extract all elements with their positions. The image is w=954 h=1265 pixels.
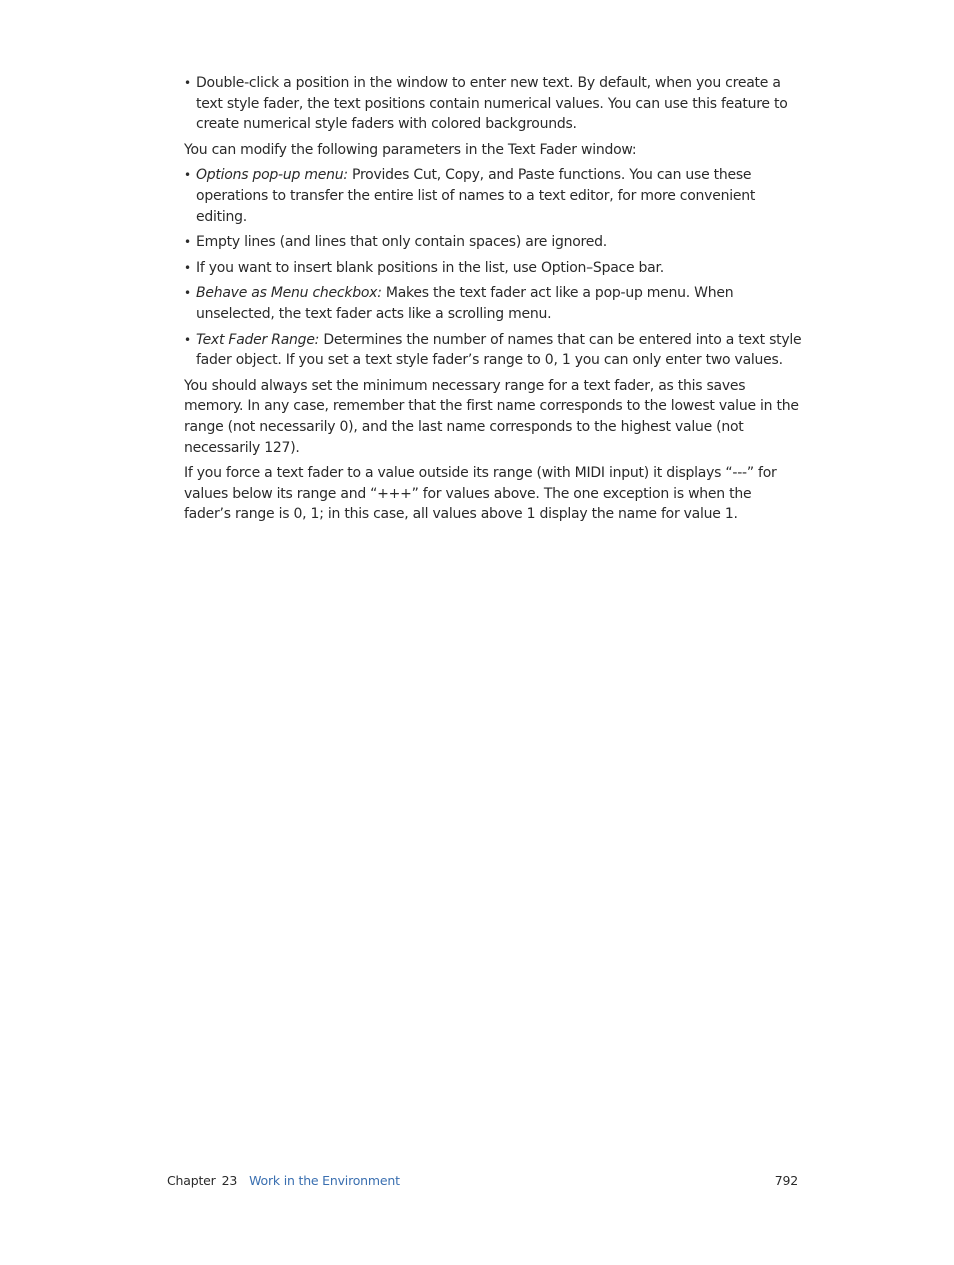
bullet-empty-lines — [184, 232, 802, 253]
intro-paragraph: You can modify the following parameters in the Text Fader window: — [184, 141, 637, 158]
bullet-text: Makes the text fader act like a pop-up menu. When unselected, the text fader acts like a scrolling menu. — [196, 285, 734, 322]
midi-input-paragraph: If you force a text fader to a value outside its range (with MIDI input) it displays “---” for values below its range and “+++” for values above. The one exception is when the fader’s range is 0, 1; in this case, all values above 1 display the name for value 1. — [184, 465, 777, 523]
bullet-term: Options pop-up menu: — [196, 167, 348, 184]
bullet-term: Behave as Menu checkbox: — [196, 285, 382, 302]
chapter-number: 23 — [221, 1173, 238, 1188]
bullet-term: Text Fader Range: — [196, 331, 320, 348]
bullet-double-click — [184, 73, 802, 135]
bullet-text: Determines the number of names that can be entered into a text style fader object. If you set a text style fader’s range to 0, 1 you can only enter two values. — [196, 331, 802, 369]
page-number: 792 — [774, 1173, 798, 1188]
bullet-text: Provides Cut, Copy, and Paste functions. You can use these operations to transfer the entire list of names to a text editor, for more convenient editing. — [196, 167, 756, 225]
bullet-options-popup — [184, 165, 802, 227]
range-paragraph: You should always set the minimum necessary range for a text fader, as this saves memory. In any case, remember that the first name corresponds to the lowest value in the range (not necessarily 0), and the last name corresponds to the highest value (not necessarily 127). — [184, 377, 799, 456]
page-content — [184, 73, 802, 530]
chapter-label: Chapter — [167, 1173, 216, 1188]
bullet-blank-positions — [184, 258, 802, 279]
bullet-text-fader-range — [184, 330, 802, 371]
bullet-text: Double-click a position in the window to enter new text. By default, when you create a text style fader, the text positions contain numerical values. You can use this feature to create numerical style faders with colored backgrounds. — [196, 75, 788, 133]
bullet-behave-as-menu — [184, 283, 802, 324]
chapter-title-link[interactable]: Work in the Environment — [249, 1173, 400, 1188]
page-footer — [167, 1173, 798, 1189]
bullet-text: If you want to insert blank positions in the list, use Option–Space bar. — [196, 259, 664, 276]
bullet-text: Empty lines (and lines that only contain spaces) are ignored. — [196, 234, 607, 251]
